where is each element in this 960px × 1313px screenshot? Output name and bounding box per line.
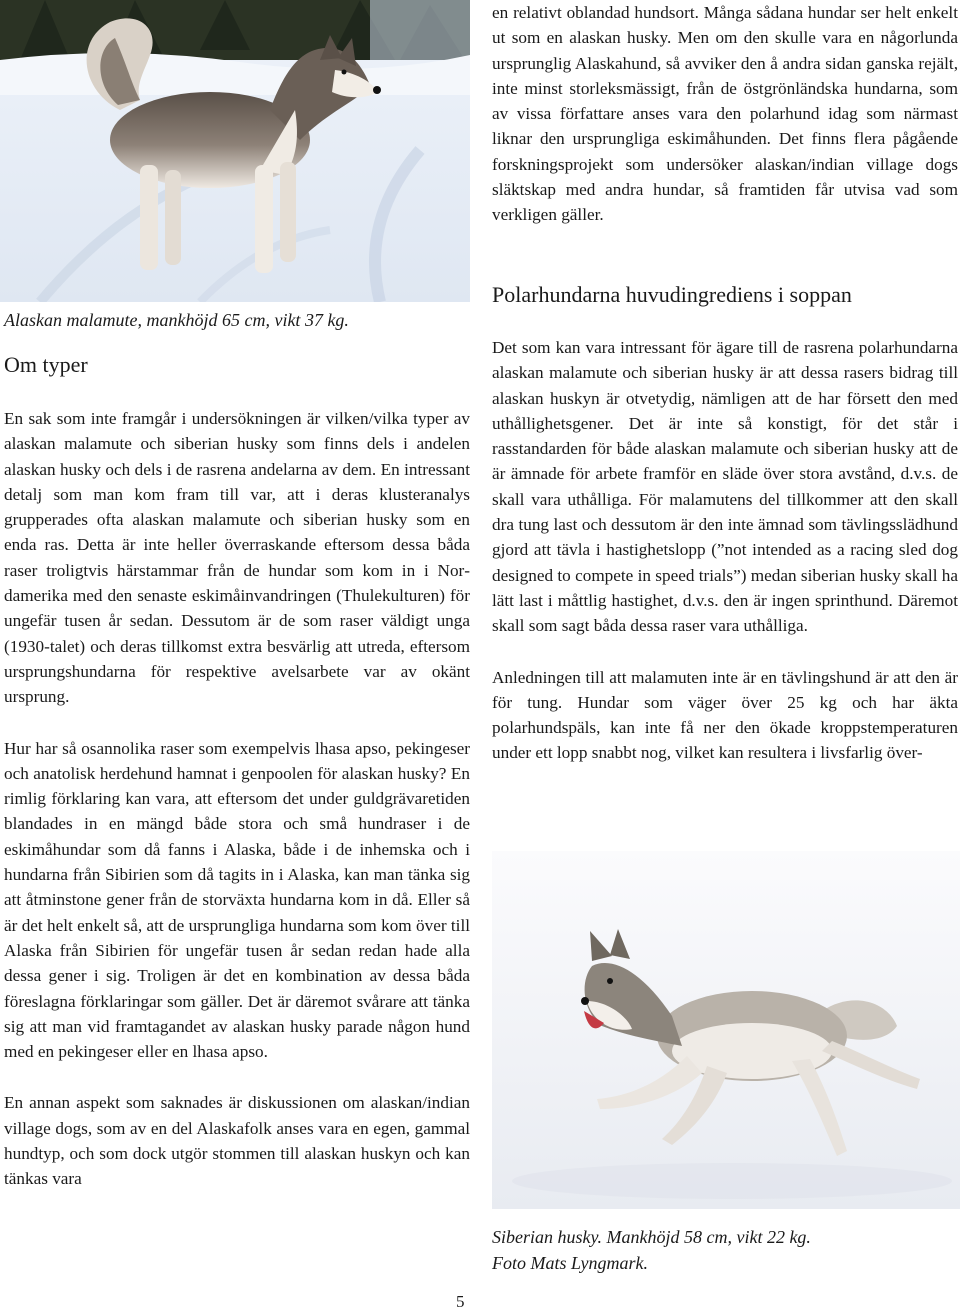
- paragraph-village-dogs: En annan aspekt som saknades är diskussionen om alaskan/indian village dogs, som av en del Alaskafolk anses vara en egen, gammal hundtyp, och som dock utgör stommen till alaskan huskyn och kan tänkas vara: [4, 1093, 470, 1189]
- paragraph-village-dogs-continued: en relativt oblandad hundsort. Många sådana hundar ser helt enkelt ut som en alaskan husky. Men om den skulle vara en någorlunda ursprunglig Alaskahund, så avviker den å andra sidan ganska rejält, inte minst storleksmässigt, från de östgrönländska hundarna, som av vissa författare anses vara den polarhund idag som närmast liknar den ursprungliga eskimåhunden. Det finns flera pågående forskningsprojekt som undersöker alaskan/indian village dogs släktskap med andra hundar, så framtiden får utvisa vad som verkligen gäller.: [492, 3, 958, 225]
- paragraph-types: En sak som inte framgår i undersökningen är vilken/vilka typer av alaskan malamute och siberian husky som finns dels i andelen alaskan husky och dels i de rasrena andelarna av dem. En intressant detalj som man kom fram till var, att i deras klusteranalys grupperades ofta alaskan malamute och siberian husky som en enda ras. Detta är inte heller överraskande eftersom dessa båda raser troligtvis härstammar från de hundar som kom in i Nordamerika med den senaste eskimåinvandringen (Thulekulturen) för ungefär tusen år sedan. Dessutom är de som raser väldigt unga (1930-talet) och deras tillkomst extra besvärlig att utreda, eftersom ursprungshundarna för respektive avelsarbete var av okänt ursprung.: [4, 409, 470, 707]
- paragraph-genpool: Hur har så osannolika raser som exempelvis lhasa apso, pekingeser och anatolisk herdehund hamnat i genpoolen för alaskan husky? En rimlig förklaring kan vara, att eftersom det under guldgrävaretiden blandades in en mängd både stora och små hundraser i de eskimåhundar som då fanns i Alaska, både i de inhemska och i hundarna från Sibirien som då tagits in i Alaska, kan man tänka sig att åtminstone gener från de storväxta hundarna kom in då. Eller så är det helt enkelt så, att de ursprungliga hundarna som kom över till Alaska från Sibirien för ungefär tusen år sedan redan hade alla dessa gener i sig. Troligen är det en kombination av dessa båda föreslagna förklaringar som gäller. Det är däremot svårare att tänka sig att man vid framtagandet av alaskan husky parade någon hund med en pekingeser eller en lhasa apso.: [4, 738, 470, 1062]
- malamute-caption-block: [4, 307, 470, 333]
- husky-photo: [492, 851, 960, 1209]
- right-column-section: [492, 282, 958, 766]
- paragraph-endurance: Det som kan vara intressant för ägare till de rasrena polarhundarna alaskan malamute och siberian husky är att dessa rasers bidrag till alaskan huskyn är otvetydig, nämligen att de har försett den med uthållighetsgener. Det är inte så konstigt, för det står i rasstandarden för både alaskan malamute och siberian husky att de är ämnade för arbete framför en släde över stora avstånd, d.v.s. de skall vara uthålliga. För malamutens del tillkommer att den skall dra tung last och dessutom är den inte ämnad som tävlingsslädhund gjord att tävla i hastighetslopp (”not intended as a racing sled dog designed to compete in speed trials”) medan siberian husky skall ha lätt last i måttlig hastighet, d.v.s. den är ingen sprinthund. Däremot skall som sagt båda dessa raser vara uthålliga.: [492, 338, 958, 636]
- husky-caption-line1: Siberian husky. Mankhöjd 58 cm, vikt 22 kg.: [492, 1227, 811, 1247]
- right-column-top: [492, 0, 958, 228]
- malamute-caption: Alaskan malamute, mankhöjd 65 cm, vikt 37 kg.: [4, 310, 349, 330]
- husky-caption-line2: Foto Mats Lyngmark.: [492, 1253, 648, 1273]
- left-column: [4, 352, 470, 1192]
- heading-polarhundarna: Polarhundarna huvudingrediens i soppan: [492, 282, 852, 307]
- malamute-photo: [0, 0, 470, 302]
- page-number: 5: [456, 1292, 465, 1311]
- husky-caption-block: [492, 1224, 958, 1276]
- heading-om-typer: Om typer: [4, 352, 88, 377]
- paragraph-malamute-weight: Anledningen till att malamuten inte är en tävlingshund är att den är för tung. Hundar som väger över 25 kg och har äkta polarhundspäls, kan inte få ner den ökade kroppstemperaturen under ett lopp snabbt nog, vilket kan resultera i livsfarlig över-: [492, 667, 958, 763]
